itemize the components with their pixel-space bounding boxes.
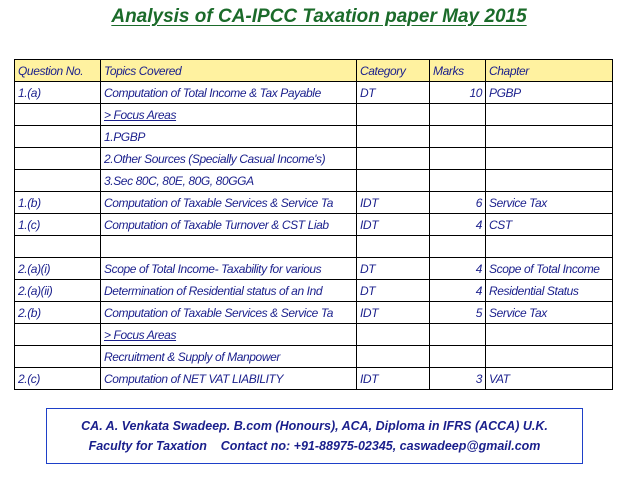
cell-chapter: Residential Status	[486, 280, 613, 302]
cell-chapter: Scope of Total Income	[486, 258, 613, 280]
cell-question-no: 2.(a)(ii)	[15, 280, 101, 302]
cell-category	[357, 346, 430, 368]
cell-chapter: CST	[486, 214, 613, 236]
cell-category: IDT	[357, 214, 430, 236]
cell-marks	[430, 126, 486, 148]
author-credentials: CA. A. Venkata Swadeep. B.com (Honours), ACA, Diploma in IFRS (ACCA) U.K.	[81, 419, 548, 433]
cell-category: IDT	[357, 302, 430, 324]
cell-chapter	[486, 104, 613, 126]
table-row	[15, 346, 613, 368]
cell-marks: 4	[430, 258, 486, 280]
cell-marks	[430, 324, 486, 346]
header-marks: Marks	[430, 60, 486, 82]
author-footer	[46, 408, 583, 464]
cell-question-no	[15, 346, 101, 368]
table-row	[15, 368, 613, 390]
cell-question-no: 2.(b)	[15, 302, 101, 324]
header-topics-covered: Topics Covered	[101, 60, 357, 82]
header-category: Category	[357, 60, 430, 82]
cell-category: IDT	[357, 368, 430, 390]
cell-question-no	[15, 170, 101, 192]
analysis-table	[14, 59, 613, 390]
cell-chapter	[486, 324, 613, 346]
cell-topic: 1.PGBP	[101, 126, 357, 148]
table-header-row	[15, 60, 613, 82]
cell-question-no	[15, 126, 101, 148]
table-row	[15, 170, 613, 192]
cell-question-no: 1.(a)	[15, 82, 101, 104]
cell-marks	[430, 170, 486, 192]
cell-chapter	[486, 126, 613, 148]
cell-topic: > Focus Areas	[101, 104, 357, 126]
table-row	[15, 148, 613, 170]
header-chapter: Chapter	[486, 60, 613, 82]
page-title: Analysis of CA-IPCC Taxation paper May 2015	[111, 6, 527, 27]
cell-topic: Computation of Total Income & Tax Payable	[101, 82, 357, 104]
cell-question-no: 1.(c)	[15, 214, 101, 236]
cell-question-no: 2.(a)(i)	[15, 258, 101, 280]
cell-category: DT	[357, 82, 430, 104]
cell-question-no	[15, 148, 101, 170]
cell-marks: 3	[430, 368, 486, 390]
table-row	[15, 82, 613, 104]
table-row	[15, 236, 613, 258]
cell-question-no: 1.(b)	[15, 192, 101, 214]
cell-chapter	[486, 346, 613, 368]
cell-question-no	[15, 324, 101, 346]
cell-marks: 4	[430, 280, 486, 302]
header-question-no: Question No.	[15, 60, 101, 82]
table-row	[15, 302, 613, 324]
cell-topic: Computation of Taxable Services & Service Ta	[101, 302, 357, 324]
cell-marks	[430, 346, 486, 368]
cell-chapter: VAT	[486, 368, 613, 390]
cell-marks: 6	[430, 192, 486, 214]
cell-chapter	[486, 170, 613, 192]
cell-marks	[430, 236, 486, 258]
table-row	[15, 214, 613, 236]
cell-chapter: Service Tax	[486, 302, 613, 324]
author-contact: Faculty for Taxation Contact no: +91-88975-02345, caswadeep@gmail.com	[88, 439, 541, 453]
table-row	[15, 280, 613, 302]
cell-question-no	[15, 104, 101, 126]
cell-topic: Computation of Taxable Services & Service Ta	[101, 192, 357, 214]
cell-topic	[101, 236, 357, 258]
cell-chapter: PGBP	[486, 82, 613, 104]
cell-chapter	[486, 236, 613, 258]
cell-topic: 3.Sec 80C, 80E, 80G, 80GGA	[101, 170, 357, 192]
cell-chapter	[486, 148, 613, 170]
cell-category	[357, 324, 430, 346]
table-row	[15, 324, 613, 346]
cell-category	[357, 170, 430, 192]
cell-category: DT	[357, 258, 430, 280]
cell-category	[357, 104, 430, 126]
cell-topic: Recruitment & Supply of Manpower	[101, 346, 357, 368]
cell-marks: 5	[430, 302, 486, 324]
table-row	[15, 258, 613, 280]
cell-marks: 10	[430, 82, 486, 104]
cell-topic: Determination of Residential status of an Ind	[101, 280, 357, 302]
table-row	[15, 192, 613, 214]
cell-chapter: Service Tax	[486, 192, 613, 214]
cell-topic: > Focus Areas	[101, 324, 357, 346]
cell-question-no: 2.(c)	[15, 368, 101, 390]
cell-topic: 2.Other Sources (Specially Casual Income's)	[101, 148, 357, 170]
cell-marks	[430, 104, 486, 126]
table-row	[15, 126, 613, 148]
cell-marks	[430, 148, 486, 170]
table-row	[15, 104, 613, 126]
cell-topic: Computation of Taxable Turnover & CST Liab	[101, 214, 357, 236]
cell-category: DT	[357, 280, 430, 302]
cell-marks: 4	[430, 214, 486, 236]
cell-topic: Computation of NET VAT LIABILITY	[101, 368, 357, 390]
cell-category	[357, 148, 430, 170]
cell-category	[357, 126, 430, 148]
cell-category: IDT	[357, 192, 430, 214]
cell-question-no	[15, 236, 101, 258]
cell-category	[357, 236, 430, 258]
cell-topic: Scope of Total Income- Taxability for various	[101, 258, 357, 280]
